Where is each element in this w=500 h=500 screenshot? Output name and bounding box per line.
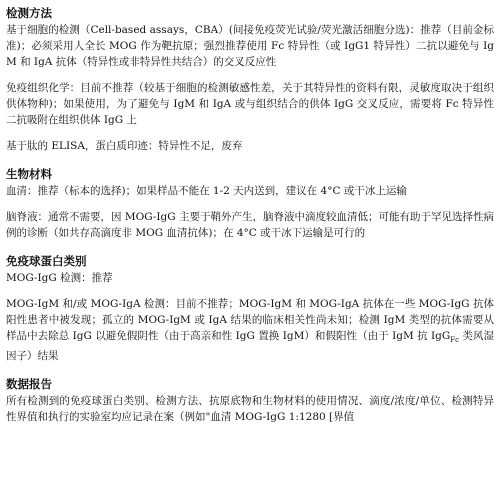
text-run: MOG-IgM 和/或 MOG-IgA 检测：目前不推荐；MOG-IgM 和 MOG-IgA 抗体在一些 MOG-IgG 抗体阳性患者中被发现；孤立的 MOG-IgM 或 IgA 结果的临床相关性尚未知；检测 IgM 类型的抗体需要从样品中去除总 IgG 以避免假阴性（由于高亲和性 IgG 置换 IgM）和假阳性（由于 IgM 抗 IgG bbox=[6, 298, 494, 342]
text-run: 类风湿因子）结果 bbox=[6, 330, 494, 363]
section-detection-methods bbox=[6, 6, 494, 154]
paragraph-serum: 血清：推荐（标本的选择)；如果样品不能在 1-2 天内送到，建议在 4°C 或干冰上运输 bbox=[6, 185, 407, 197]
section-isotype bbox=[6, 254, 494, 364]
section-title: 免疫球蛋白类别 bbox=[6, 254, 87, 268]
subscript-fc: Fc bbox=[450, 336, 460, 345]
section-data-report bbox=[6, 377, 494, 425]
paragraph-cba: 基于细胞的检测（Cell-based assays，CBA）(间接免疫荧光试验/荧光激活细胞分选)：推荐（目前金标准)；必须采用人全长 MOG 作为靶抗原；强烈推荐使用 Fc 特异性（或 IgG1 特异性）二抗以避免与 IgM 和 IgA 抗体（特异性或非特异性共结合）的交叉反应性 bbox=[6, 24, 494, 68]
paragraph-mog-igg: MOG-IgG 检测：推荐 bbox=[6, 272, 113, 284]
section-biomaterial bbox=[6, 167, 494, 241]
paragraph-report: 所有检测到的免疫球蛋白类别、检测方法、抗原底物和生物材料的使用情况、滴度/浓度/单位、检测特异性界值和执行的实验室均应记录在案（例如"血清 MOG-IgG 1:1280 [界值 bbox=[6, 395, 494, 424]
paragraph-mog-igm-iga bbox=[6, 296, 494, 364]
section-title: 数据报告 bbox=[6, 377, 52, 392]
paragraph-elisa: 基于肽的 ELISA，蛋白质印迹：特异性不足，废弃 bbox=[6, 140, 243, 152]
paragraph-csf: 脑脊液：通常不需要，因 MOG-IgG 主要于鞘外产生，脑脊液中滴度较血清低；可能有助于罕见选择性病例的诊断（如共存高滴度非 MOG 血清抗体)；在 4°C 或干冰下运输是可行的 bbox=[6, 211, 494, 239]
paragraph-immunohistochemistry: 免疫组织化学：目前不推荐（较基于细胞的检测敏感性差，关于其特异性的资料有限，灵敏度取决于组织供体物种)；如果使用，为了避免与 IgM 和 IgA 或与组织结合的供体 IgG 交叉反应，需要将 Fc 特异性二抗吸附在组织供体 IgG 上 bbox=[6, 82, 494, 126]
section-title: 检测方法 bbox=[6, 6, 52, 20]
section-title: 生物材料 bbox=[6, 167, 52, 181]
